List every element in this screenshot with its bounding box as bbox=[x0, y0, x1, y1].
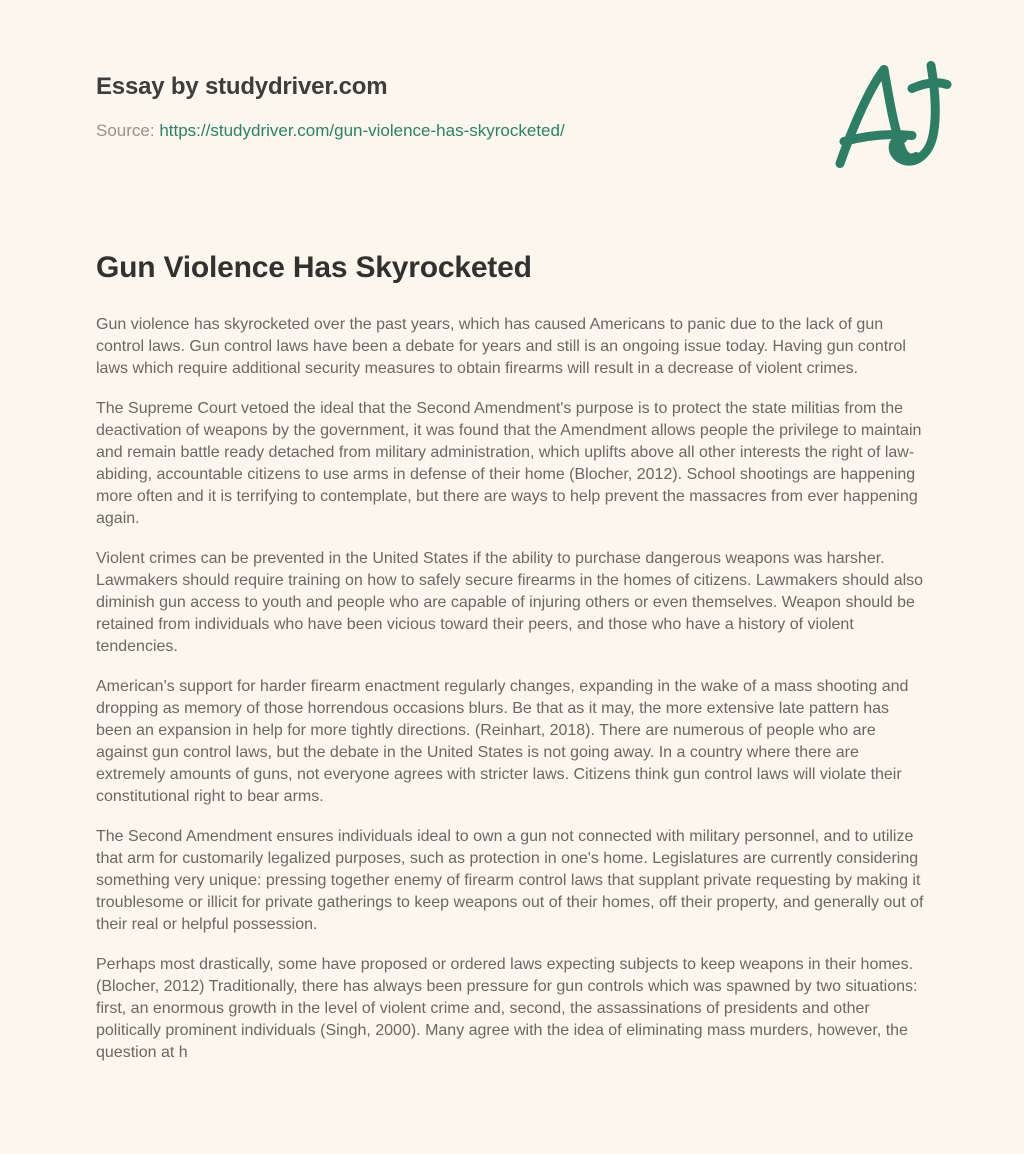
essay-body bbox=[96, 314, 928, 1064]
page-title: Essay by studydriver.com bbox=[96, 73, 388, 100]
source-row bbox=[96, 120, 928, 142]
essay-paragraph: Gun violence has skyrocketed over the past years, which has caused Americans to panic due to the lack of gun control laws. Gun control laws have been a debate for years and still is an ongoing issue today. Having gun control laws which require additional security measures to obtain firearms will result in a decrease of violent crimes. bbox=[96, 316, 906, 377]
source-label: Source: bbox=[96, 121, 155, 140]
essay-paragraph: American's support for harder firearm enactment regularly changes, expanding in the wake of a mass shooting and dropping as memory of those horrendous occasions blurs. Be that as it may, the more extensive late pattern has been an expansion in help for more tightly directions. (Reinhart, 2018). There are numerous of people who are against gun control laws, but the debate in the United States is not going away. In a country where there are extremely amounts of guns, not everyone agrees with stricter laws. Citizens think gun control laws will violate their constitutional right to bear arms. bbox=[96, 678, 909, 805]
essay-paragraph: Violent crimes can be prevented in the United States if the ability to purchase dangerous weapons was harsher. Lawmakers should require training on how to safely secure firearms in the homes of citizens. Lawmakers should also diminish gun access to youth and people who are capable of injuring others or even themselves. Weapon should be retained from individuals who have been vicious toward their peers, and those who have a history of violent tendencies. bbox=[96, 550, 924, 655]
essay-title: Gun Violence Has Skyrocketed bbox=[96, 251, 532, 284]
essay-paragraph: The Second Amendment ensures individuals ideal to own a gun not connected with military personnel, and to utilize that arm for customarily legalized purposes, such as protection in one's home. Legislatures are currently considering something very unique: pressing together enemy of firearm control laws that supplant private requesting by making it troublesome or illicit for private gatherings to keep weapons out of their homes, off their property, and generally out of their real or helpful possession. bbox=[96, 828, 924, 933]
a-plus-logo-icon bbox=[830, 60, 952, 178]
essay-paragraph: Perhaps most drastically, some have proposed or ordered laws expecting subjects to keep weapons in their homes. (Blocher, 2012) Traditionally, there has always been pressure for gun controls which was spawned by two situations: first, an enormous growth in the level of violent crime and, second, the assassinations of presidents and other politically prominent individuals (Singh, 2000). Many agree with the idea of eliminating mass murders, however, the question at h bbox=[96, 956, 918, 1061]
source-url-link[interactable]: https://studydriver.com/gun-violence-has-skyrocketed/ bbox=[159, 121, 565, 140]
essay-paragraph: The Supreme Court vetoed the ideal that the Second Amendment's purpose is to protect the state militias from the deactivation of weapons by the government, it was found that the Amendment allows people the privilege to maintain and remain battle ready detached from military administration, which uplifts above all other interests the right of law-abiding, accountable citizens to use arms in defense of their home (Blocher, 2012). School shootings are happening more often and it is terrifying to contemplate, but there are ways to help prevent the massacres from ever happening again. bbox=[96, 400, 922, 527]
